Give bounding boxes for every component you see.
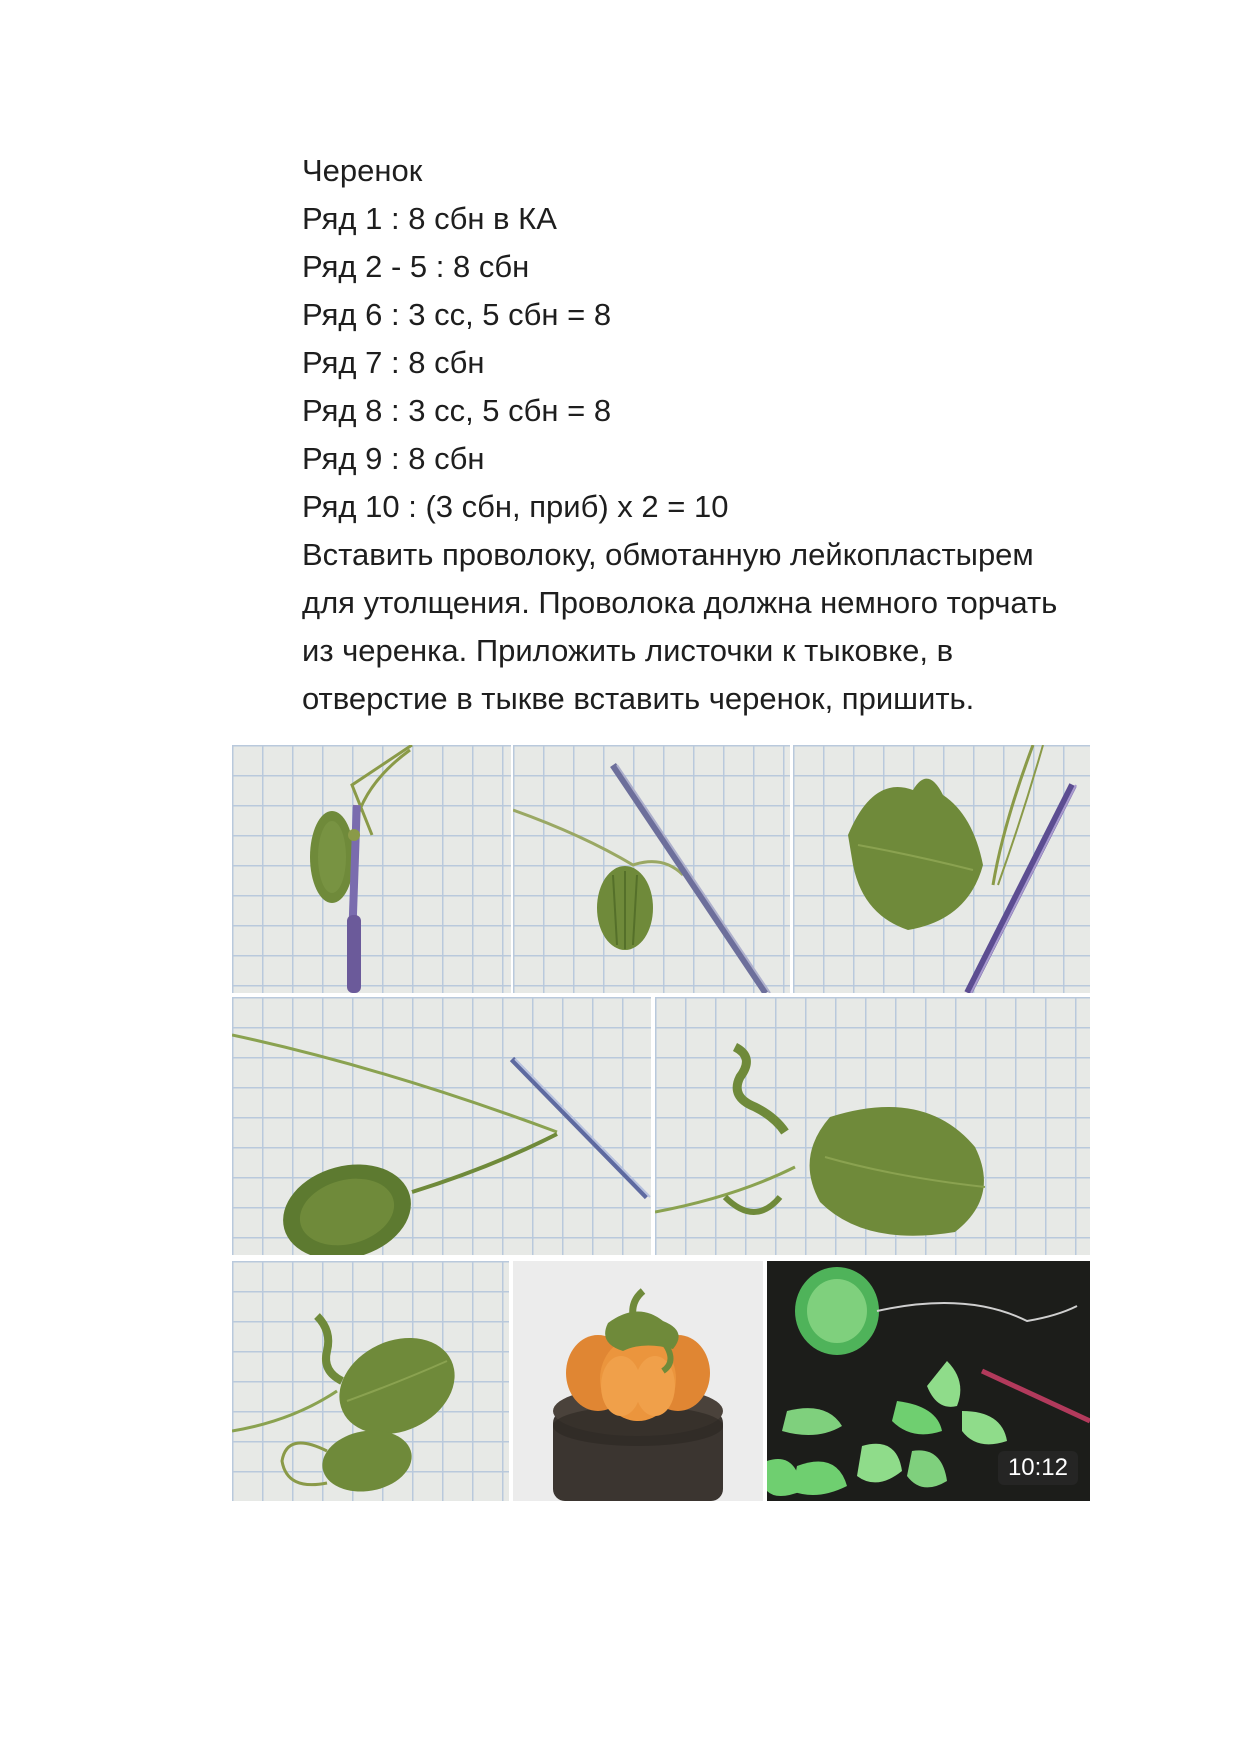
paragraph-line: из черенка. Приложить листочки к тыковке, в — [302, 633, 954, 668]
row-line: Ряд 1 : 8 сбн в КА — [302, 201, 557, 236]
section-title: Черенок — [302, 153, 423, 188]
row-line: Ряд 10 : (3 сбн, приб) х 2 = 10 — [302, 489, 729, 524]
leaf-stem-image — [655, 997, 1090, 1255]
leaf-flat-image — [793, 745, 1090, 993]
paragraph-line: для утолщения. Проволока должна немного торчать — [302, 585, 1058, 620]
leaf-small-image — [513, 745, 790, 993]
paragraph-line: Вставить проволоку, обмотанную лейкопластырем — [302, 537, 1034, 572]
video-duration-badge: 10:12 — [998, 1451, 1078, 1485]
photo-leaf-stem — [655, 997, 1090, 1255]
photo-leaf-flat — [793, 745, 1090, 993]
row-line: Ряд 7 : 8 сбн — [302, 345, 485, 380]
two-leaves-image — [232, 1261, 509, 1501]
photo-leaf-start — [232, 745, 511, 993]
video-thumbnail[interactable] — [767, 1261, 1090, 1501]
row-line: Ряд 6 : 3 сс, 5 сбн = 8 — [302, 297, 612, 332]
photo-pumpkin — [513, 1261, 763, 1501]
leaf-chain-image — [232, 997, 651, 1255]
row-line: Ряд 2 - 5 : 8 сбн — [302, 249, 530, 284]
leaf-start-image — [232, 745, 511, 993]
photo-leaf-chain — [232, 997, 651, 1255]
paragraph-line: отверстие в тыкве вставить черенок, пришить. — [302, 681, 975, 716]
row-line: Ряд 9 : 8 сбн — [302, 441, 485, 476]
pumpkin-image — [513, 1261, 763, 1501]
instructions-text — [302, 147, 1122, 723]
row-line: Ряд 8 : 3 сс, 5 сбн = 8 — [302, 393, 612, 428]
photo-two-leaves — [232, 1261, 509, 1501]
photo-leaf-small — [513, 745, 790, 993]
